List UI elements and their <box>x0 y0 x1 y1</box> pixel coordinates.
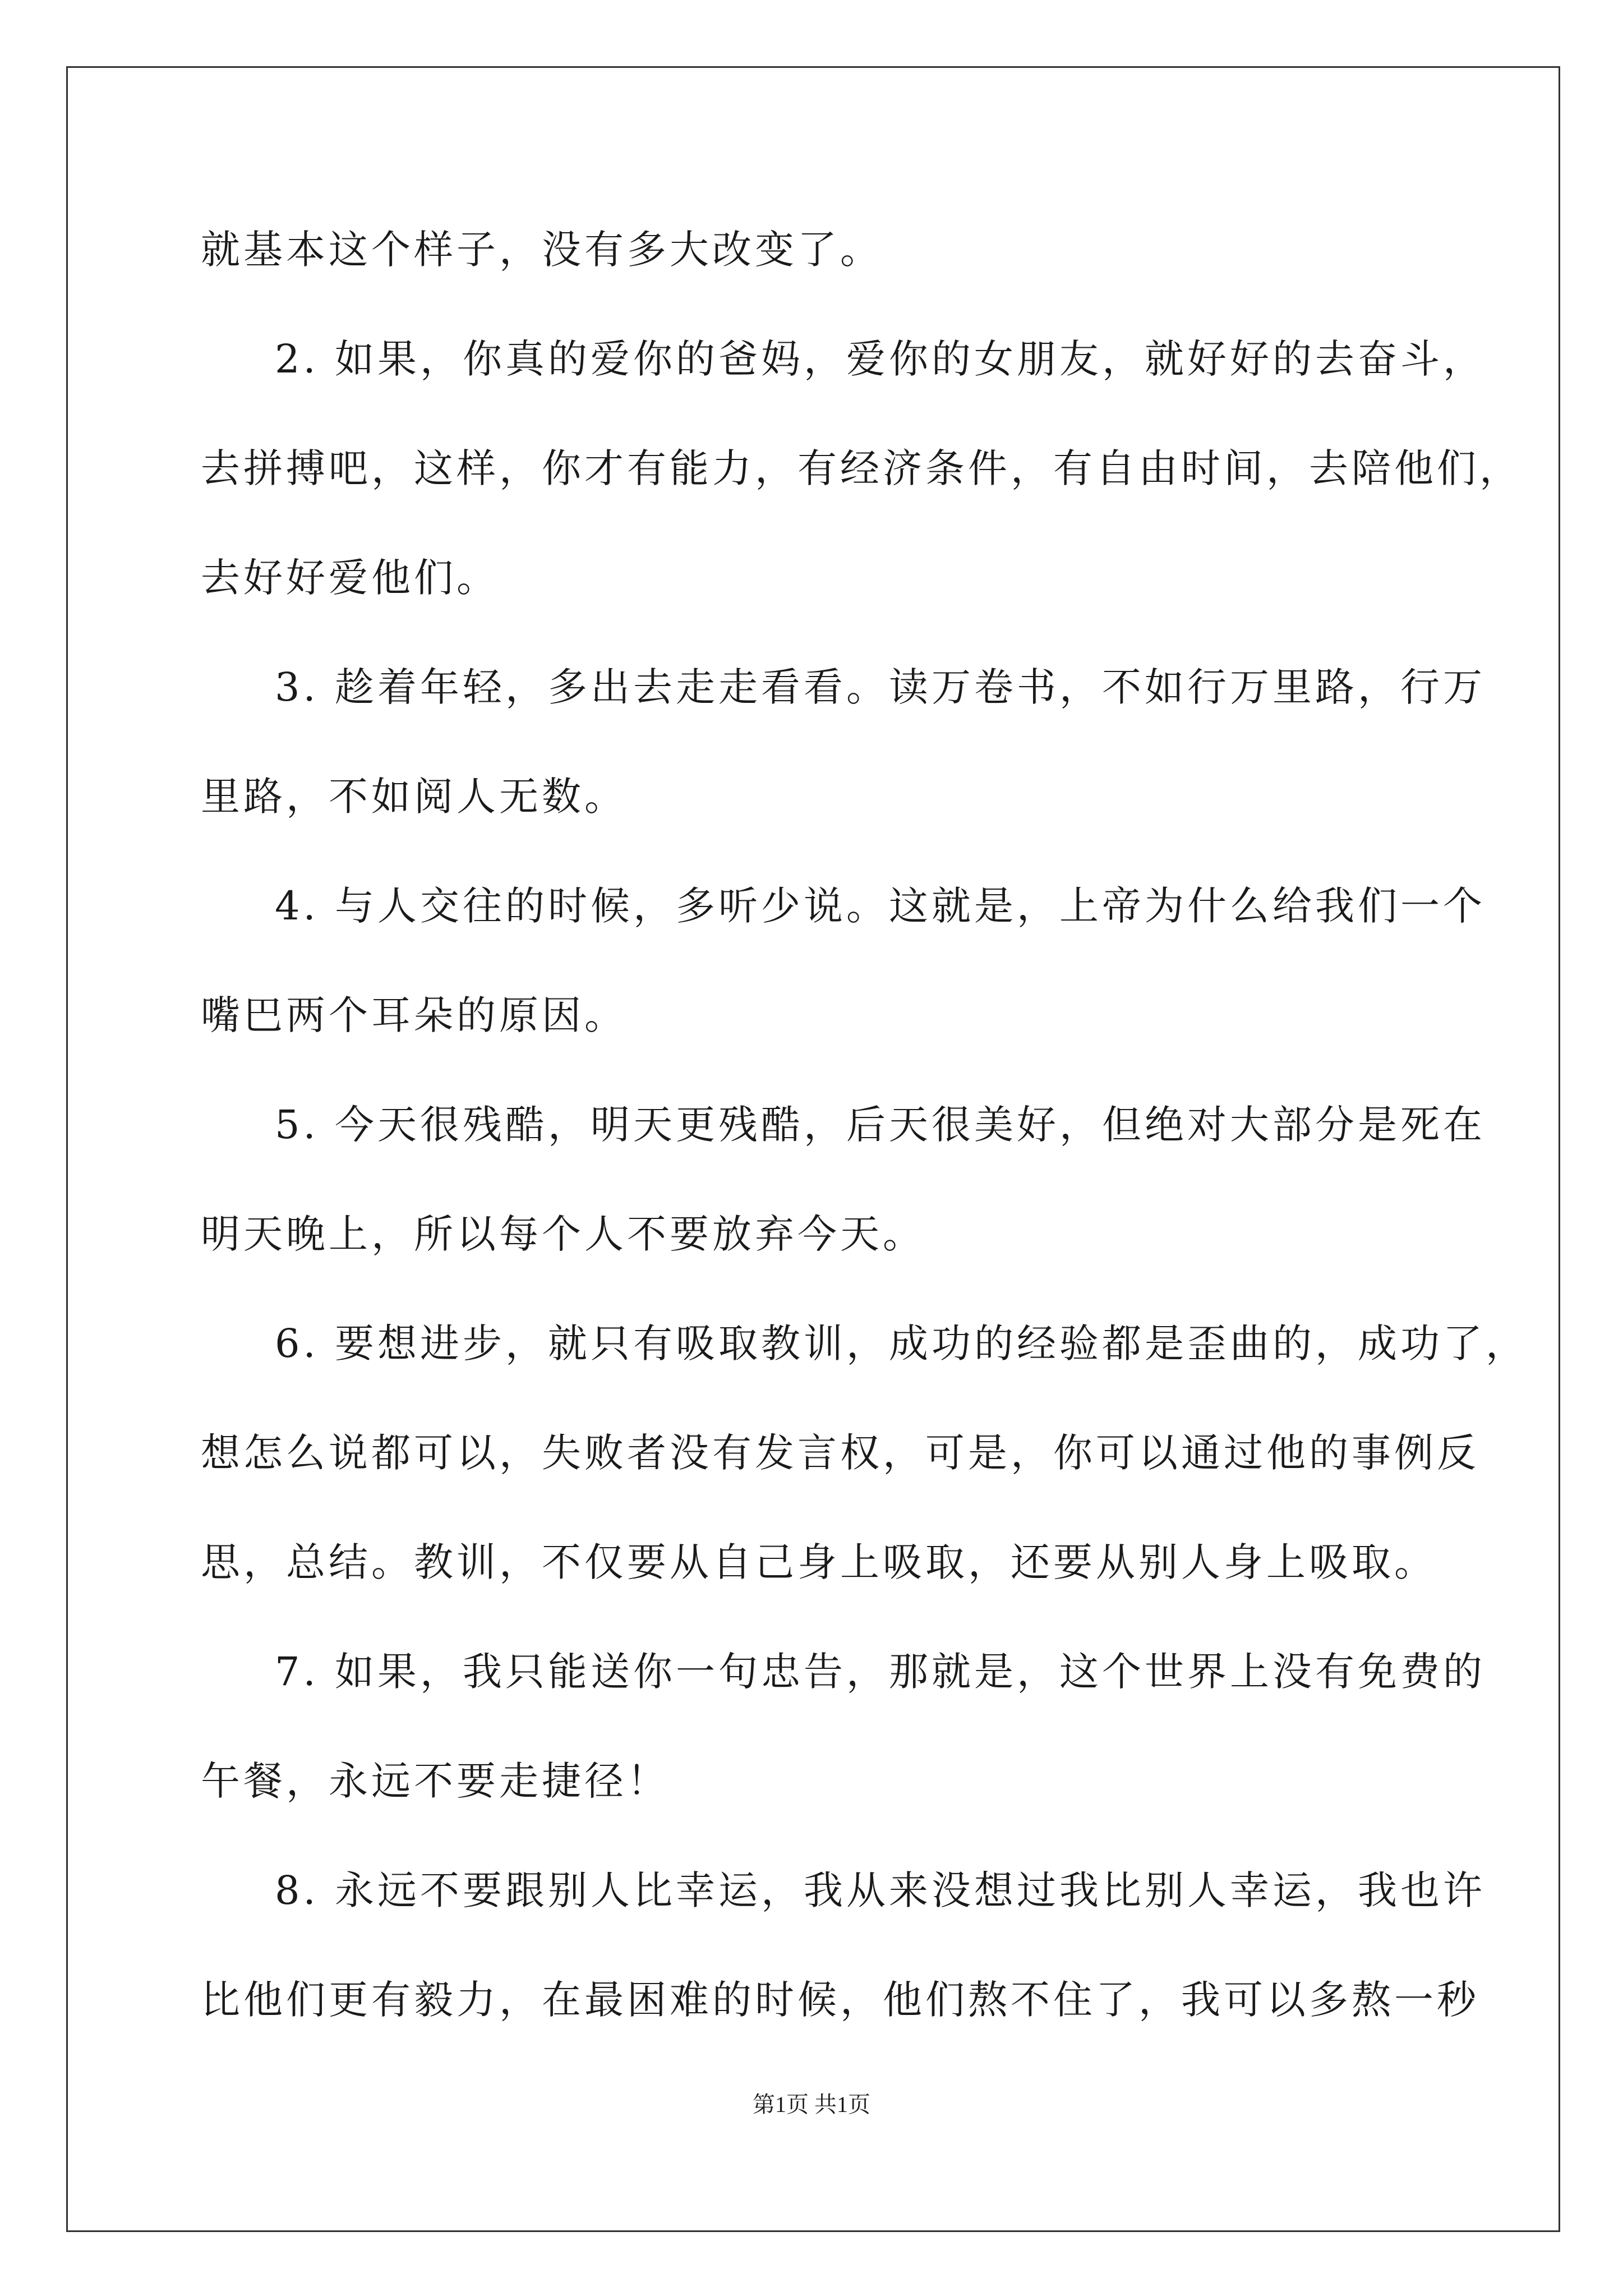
text-line: 8. 永远不要跟别人比幸运，我从来没想过我比别人幸运，我也许 <box>275 1867 1486 1913</box>
text-line: 去好好爱他们。 <box>201 555 499 601</box>
text-line: 3. 趁着年轻，多出去走走看看。读万卷书，不如行万里路，行万 <box>275 664 1486 710</box>
text-line: 午餐，永远不要走捷径！ <box>201 1758 670 1804</box>
text-line: 思，总结。教训，不仅要从自己身上吸取，还要从别人身上吸取。 <box>201 1539 1437 1585</box>
text-line: 4. 与人交往的时候，多听少说。这就是，上帝为什么给我们一个 <box>275 883 1486 929</box>
text-line: 就基本这个样子，没有多大改变了。 <box>201 227 883 273</box>
text-line: 明天晚上，所以每个人不要放弃今天。 <box>201 1211 925 1257</box>
text-line: 5. 今天很残酷，明天更残酷，后天很美好，但绝对大部分是死在 <box>275 1102 1486 1148</box>
text-line: 7. 如果，我只能送你一句忠告，那就是，这个世界上没有免费的 <box>275 1649 1486 1695</box>
text-line: 里路，不如阅人无数。 <box>201 774 627 820</box>
text-line: 嘴巴两个耳朵的原因。 <box>201 992 627 1038</box>
text-line: 比他们更有毅力，在最困难的时候，他们熬不住了，我可以多熬一秒 <box>201 1977 1479 2023</box>
text-line: 2. 如果，你真的爱你的爸妈，爱你的女朋友，就好好的去奋斗， <box>275 336 1486 382</box>
text-line: 去拼搏吧，这样，你才有能力，有经济条件，有自由时间，去陪他们， <box>201 445 1522 491</box>
text-line: 想怎么说都可以，失败者没有发言权，可是，你可以通过他的事例反 <box>201 1430 1479 1476</box>
text-line: 6. 要想进步，就只有吸取教训，成功的经验都是歪曲的，成功了， <box>275 1320 1529 1366</box>
page-number-footer: 第1页 共1页 <box>753 2092 870 2117</box>
